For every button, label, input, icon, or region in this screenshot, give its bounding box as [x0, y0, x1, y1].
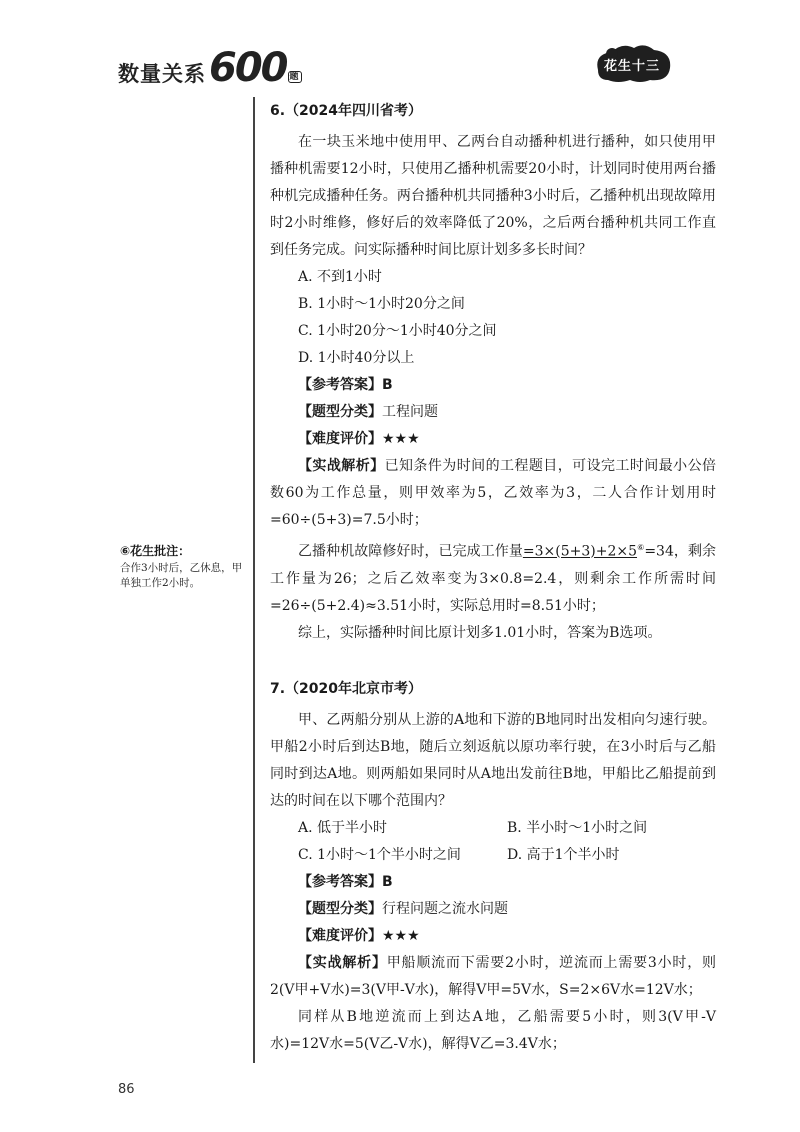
logo-text: 花生十三	[603, 59, 660, 74]
question-7-type	[270, 896, 716, 923]
book-title-number: 600	[209, 45, 287, 91]
margin-divider	[253, 97, 255, 1063]
question-7-options-row-1	[270, 815, 716, 842]
question-7-option-d: D. 高于1个半小时	[507, 847, 620, 863]
question-7-analysis-1	[270, 950, 716, 1004]
question-6-option-a: A. 不到1小时	[298, 269, 382, 285]
difficulty-label: 【难度评价】	[298, 431, 382, 447]
question-7-answer	[270, 869, 716, 896]
question-7	[270, 676, 716, 1058]
analysis-text: =34，剩余工作量为26；之后乙效率变为3×0.8=2.4，则剩余工作所需时间=26÷(5+2.4)≈3.51小时，实际总用时=8.51小时；	[270, 543, 717, 614]
question-6-stem: 在一块玉米地中使用甲、乙两台自动播种机进行播种，如只使用甲播种机需要12小时，只使用乙播种机需要20小时，计划同时使用两台播种机完成播种任务。两台播种机共同播种3小时后，乙播种机出现故障用时2小时维修，修好后的效率降低了20%，之后两台播种机共同工作直到任务完成。问实际播种时间比原计划多多长时间？	[270, 134, 716, 258]
question-6-answer	[270, 372, 716, 399]
answer-value: B	[382, 377, 393, 393]
question-6-option-c: C. 1小时20分～1小时40分之间	[298, 323, 497, 339]
question-6-option-b: B. 1小时～1小时20分之间	[298, 296, 465, 312]
difficulty-label: 【难度评价】	[298, 928, 382, 944]
question-7-options-row-2	[270, 842, 716, 869]
analysis-label: 【实战解析】	[298, 955, 387, 971]
type-value: 行程问题之流水问题	[382, 901, 508, 917]
analysis-underlined: =3×(5+3)+2×5	[522, 543, 638, 560]
book-title-text: 数量关系	[118, 62, 206, 86]
book-title	[118, 45, 302, 91]
type-value: 工程问题	[382, 404, 438, 420]
analysis-text: 甲船顺流而下需要2小时，逆流而上需要3小时，则2(V甲+V水)=3(V甲-V水)，解得V甲=5V水，S=2×6V水=12V水；	[270, 955, 716, 998]
question-7-difficulty	[270, 923, 716, 950]
question-7-option-a: A. 低于半小时	[298, 820, 388, 836]
analysis-text: 乙播种机故障修好时，已完成工作量	[298, 543, 523, 560]
question-7-analysis-2: 同样从B地逆流而上到达A地，乙船需要5小时，则3(V甲-V水)=12V水=5(V乙-V水)，解得V乙=3.4V水；	[270, 1009, 716, 1052]
question-6-analysis-1	[270, 453, 716, 534]
question-7-stem: 甲、乙两船分别从上游的A地和下游的B地同时出发相向匀速行驶。甲船2小时后到达B地，随后立刻返航以原功率行驶，在3小时后与乙船同时到达A地。则两船如果同时从A地出发前往B地，甲船比乙船提前到达的时间在以下哪个范围内？	[270, 712, 716, 809]
side-note-title: ⑥花生批注：	[120, 544, 191, 558]
question-6-type	[270, 399, 716, 426]
question-6-analysis-2	[270, 534, 716, 620]
difficulty-stars: ★★★	[382, 928, 420, 944]
question-7-heading: 7.（2020年北京市考）	[270, 681, 423, 697]
type-label: 【题型分类】	[298, 901, 382, 917]
side-note-text: 合作3小时后，乙休息，甲单独工作2小时。	[120, 562, 243, 589]
question-6-option-d: D. 1小时40分以上	[298, 350, 415, 366]
question-6-difficulty	[270, 426, 716, 453]
type-label: 【题型分类】	[298, 404, 382, 420]
question-6-analysis-3: 综上，实际播种时间比原计划多1.01小时，答案为B选项。	[298, 624, 662, 641]
question-7-option-b: B. 半小时～1小时之间	[507, 820, 648, 836]
analysis-label: 【实战解析】	[298, 458, 385, 474]
answer-value: B	[382, 874, 393, 890]
question-6-heading: 6.（2024年四川省考）	[270, 103, 423, 119]
question-7-option-c: C. 1小时～1个半小时之间	[298, 847, 461, 863]
book-title-suffix: 题	[289, 72, 300, 82]
question-6	[270, 98, 716, 647]
difficulty-stars: ★★★	[382, 431, 420, 447]
side-note	[120, 544, 245, 591]
answer-label: 【参考答案】	[298, 377, 382, 393]
page-number: 86	[118, 1082, 135, 1097]
analysis-text: 已知条件为时间的工程题目，可设完工时间最小公倍数60为工作总量，则甲效率为5，乙效率为3，二人合作计划用时=60÷(5+3)=7.5小时；	[270, 458, 717, 528]
annotation-mark: ⑥	[637, 543, 645, 552]
answer-label: 【参考答案】	[298, 874, 382, 890]
